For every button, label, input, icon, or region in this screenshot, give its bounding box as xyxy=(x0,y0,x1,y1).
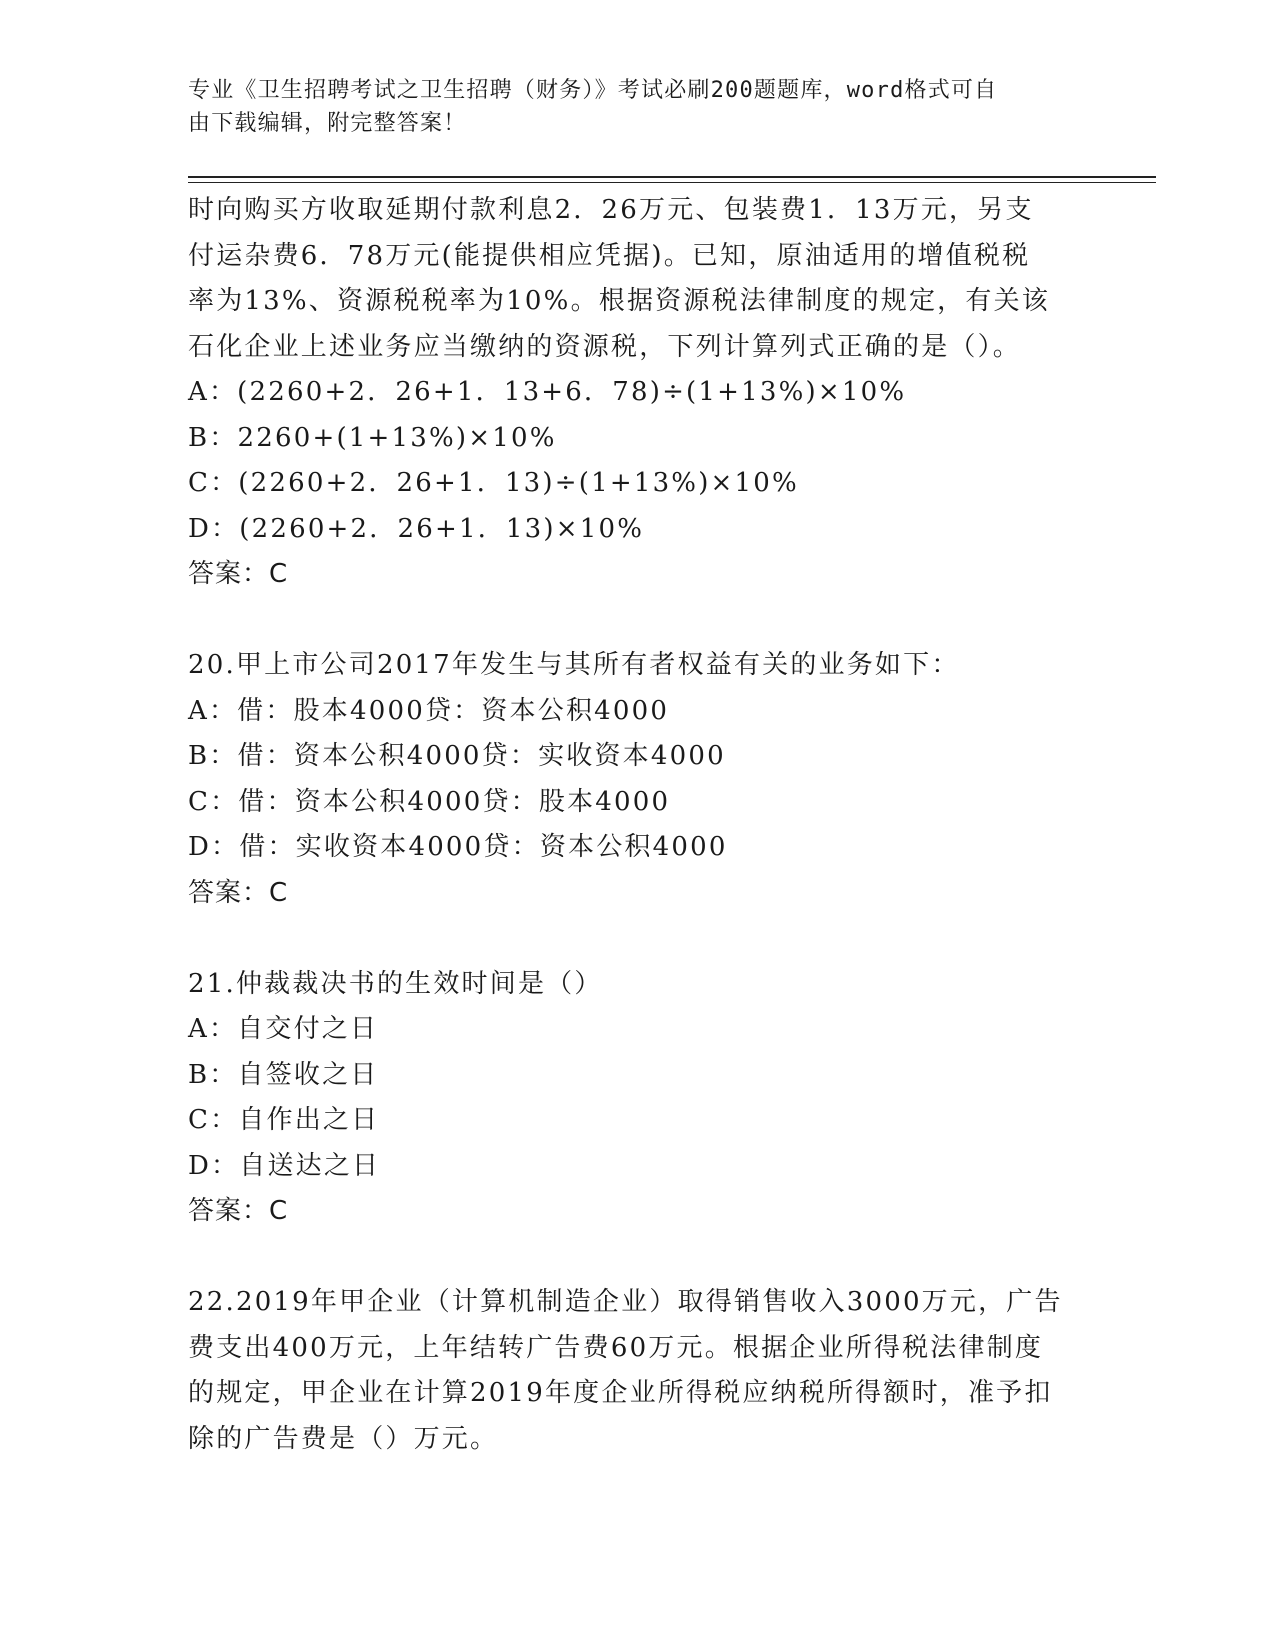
question-stem-line: 费支出400万元，上年结转广告费60万元。根据企业所得税法律制度 xyxy=(188,1332,1044,1363)
header-divider-thick xyxy=(188,176,1156,178)
question-20 xyxy=(188,643,1088,916)
option-d: D：借：实收资本4000贷：资本公积4000 xyxy=(188,832,728,862)
option-a: A：借：股本4000贷：资本公积4000 xyxy=(188,695,670,726)
header-divider-thin xyxy=(188,182,1156,183)
option-b: B：2260+(1+13%)×10% xyxy=(188,422,557,453)
question-stem-line: 付运杂费6．78万元(能提供相应凭据)。已知，原油适用的增值税税 xyxy=(188,240,1031,271)
question-21 xyxy=(188,962,1088,1235)
option-d: D：(2260+2．26+1．13)×10% xyxy=(188,513,645,544)
question-stem-line: 22.2019年甲企业（计算机制造企业）取得销售收入3000万元，广告 xyxy=(188,1287,1063,1317)
option-c: C：(2260+2．26+1．13)÷(1+13%)×10% xyxy=(188,468,799,498)
question-19 xyxy=(188,188,1088,598)
option-b: B：自签收之日 xyxy=(188,1059,379,1090)
page-header xyxy=(188,74,1088,140)
spacer xyxy=(188,1235,1088,1281)
option-b: B：借：资本公积4000贷：实收资本4000 xyxy=(188,741,726,771)
spacer xyxy=(188,916,1088,962)
option-c: C：借：资本公积4000贷：股本4000 xyxy=(188,786,671,817)
header-line-1: 专业《卫生招聘考试之卫生招聘（财务）》考试必刷200题题库，word格式可自 xyxy=(188,78,998,103)
answer: 答案：C xyxy=(188,1196,289,1226)
answer: 答案：C xyxy=(188,877,289,908)
question-stem-line: 时向购买方收取延期付款利息2．26万元、包装费1．13万元，另支 xyxy=(188,195,1034,225)
spacer xyxy=(188,598,1088,644)
question-stem-line: 石化企业上述业务应当缴纳的资源税，下列计算列式正确的是（）。 xyxy=(188,331,1022,362)
option-a: A：(2260+2．26+1．13+6．78)÷(1+13%)×10% xyxy=(188,377,907,407)
option-a: A：自交付之日 xyxy=(188,1014,379,1044)
question-stem-line: 的规定，甲企业在计算2019年度企业所得税应纳税所得额时，准予扣 xyxy=(188,1378,1053,1408)
option-d: D：自送达之日 xyxy=(188,1150,381,1181)
question-content xyxy=(188,188,1088,1462)
question-stem-line: 21.仲裁裁决书的生效时间是（） xyxy=(188,968,603,999)
option-c: C：自作出之日 xyxy=(188,1105,380,1135)
question-stem-line: 率为13%、资源税税率为10%。根据资源税法律制度的规定，有关该 xyxy=(188,286,1050,316)
question-stem-line: 除的广告费是（）万元。 xyxy=(188,1423,499,1454)
header-line-2: 由下载编辑，附完整答案！ xyxy=(188,111,467,136)
question-stem-line: 20.甲上市公司2017年发生与其所有者权益有关的业务如下： xyxy=(188,650,960,680)
question-22 xyxy=(188,1280,1088,1462)
answer: 答案：C xyxy=(188,559,289,589)
